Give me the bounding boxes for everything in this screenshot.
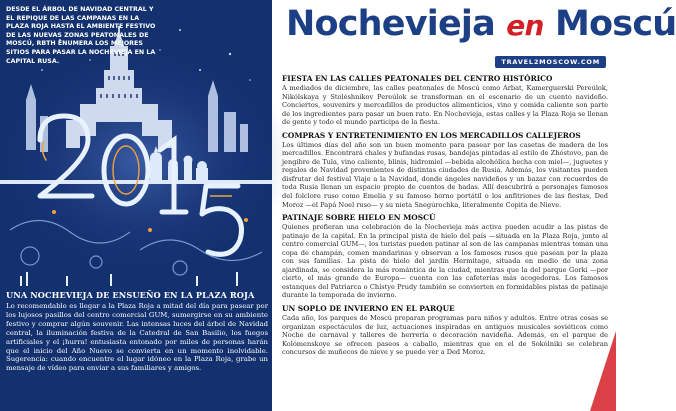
section-body: A mediados de diciembre, las calles peatonales de Moscú como Arbat, Kamerguerski Pereúlok, Nikólskaya y Stoléshnikov Pereúlok se transforman en el escenario de un cuento navideño. Conciertos, souvenirs y mercadillos de productos alimenticios, vino y comida caliente son parte de los ingredientes para pasar un buen rato. En Nochevieja, estas calles y la Plaza Roja se llenan de gente y todo el mundo participa de la fiesta.: [282, 84, 608, 127]
title-part1: Nochevieja: [286, 4, 507, 44]
section-body: Los últimos días del año son un buen momento para pasear por las casetas de madera de los mercadillos. Encontrará chales y bufandas rusas, bandejas pintadas al estilo de Zhóstovo, pan de jengibre de Tula, vino caliente, blinis, hidromiel —bebida alcohólica hecha con miel—, juguetes y regalos de Navidad provenientes de distintas ciudades de Rusia. Además, los visitantes pueden disfrutar del festival Viaje a la Navidad, donde ángeles navideños y un bazar con recuerdos de toda Rusia llenan un espacio propio de cuentos de hadas. Allí descubrirá a personajes famosos del folclore ruso como Emelia y su famoso horno portátil o los anfitriones de las fiestas, Ded Moroz —el Papá Noel ruso— y su nieta Snegúrochka, literalmente Copita de Nieve.: [282, 140, 608, 209]
section-parque: [282, 304, 608, 357]
page-title: [286, 4, 676, 44]
masthead: [272, 0, 676, 72]
section-body: Cada año, los parques de Moscú preparan programas para niños y adultos. Entre otras cosas se organizan espectáculos de luz, actuaciones inspiradas en antiguos musicales soviéticos como Noche de carnaval y talleres de herrería o decoración navideña. Además, en el parque de Kolómenskoye se ofrecen paseos a caballo, mientras que en el de Sokólniki se celebran concursos de muñecos de nieve y se puede ver a Ded Moroz.: [282, 314, 608, 357]
illustration-panel: [0, 0, 272, 411]
section-heading: PATINAJE SOBRE HIELO EN MOSCÚ: [282, 213, 436, 223]
section-heading: FIESTA EN LAS CALLES PEATONALES DEL CENTRO HISTÓRICO: [282, 74, 553, 83]
left-article: [6, 290, 268, 373]
article-column: [282, 74, 608, 411]
intro-text: DESDE EL ÁRBOL DE NAVIDAD CENTRAL Y EL REPIQUE DE LAS CAMPANAS EN LA PLAZA ROJA HASTA EL AMBIENTE FESTIVO DE LAS NUEVAS ZONAS PEATONALES DE MOSCÚ, RBTH ENUMERA LOS MEJORES SITIOS PARA PASAR LA NOCHEVIEJA EN LA CAPITAL RUSA.: [6, 6, 156, 65]
title-en: en: [506, 9, 544, 42]
section-compras: [282, 131, 608, 209]
left-article-body: Lo recomendable es llegar a la Plaza Roja a mitad del día para pasear por los lujosos pasillos del centro comercial GUM, sumergirse en su ambiente festivo y comprar algún souvenir. Las intensas luces del árbol de Navidad central, la iluminación festiva de la Catedral de San Basilio, los fuegos artificiales y el ¡hurra! entusiasta entonado por miles de personas harán que el inicio del Año Nuevo se convierta en un momento inolvidable. Sugerencia: cuando encuentre el lugar idóneo en la Plaza Roja, grabe un mensaje de vídeo para enviar a sus familiares y amigos.: [6, 302, 268, 373]
site-url-badge: TRAVEL2MOSCOW.COM: [495, 56, 606, 68]
section-fiesta: [282, 74, 608, 127]
title-part2: Moscú: [543, 4, 676, 44]
section-heading: UN SOPLO DE INVIERNO EN EL PARQUE: [282, 304, 455, 314]
left-article-heading: UNA NOCHEVIEJA DE ENSUEÑO EN LA PLAZA ROJA: [6, 290, 255, 300]
section-patinaje: [282, 213, 608, 300]
section-body: Quienes prefieran una celebración de la Nochevieja más activa pueden acudir a las pistas de patinaje de la capital. En la principal pista de hielo del país —situada en la Plaza Roja, junto al centro comercial GUM—, los turistas pueden patinar al son de las campanas mientras toman una copa de champán, comen mandarinas y observan a los famosos rusos que pasean por la plaza con sus familias. La pista de hielo del jardín Hermitage, situada en medio de una zona ajardinada, se considera la más romántica de la ciudad, mientras que la del parque Gorki —por cierto, el más grande de Europa— cuenta con las cafeterías más acogedoras. Los famosos estanques del Patriarca o Chístye Prudy también se convierten en formidables pistas de patinaje durante la temporada de invierno.: [282, 223, 608, 300]
section-heading: COMPRAS Y ENTRETENIMIENTO EN LOS MERCADILLOS CALLEJEROS: [282, 130, 581, 140]
